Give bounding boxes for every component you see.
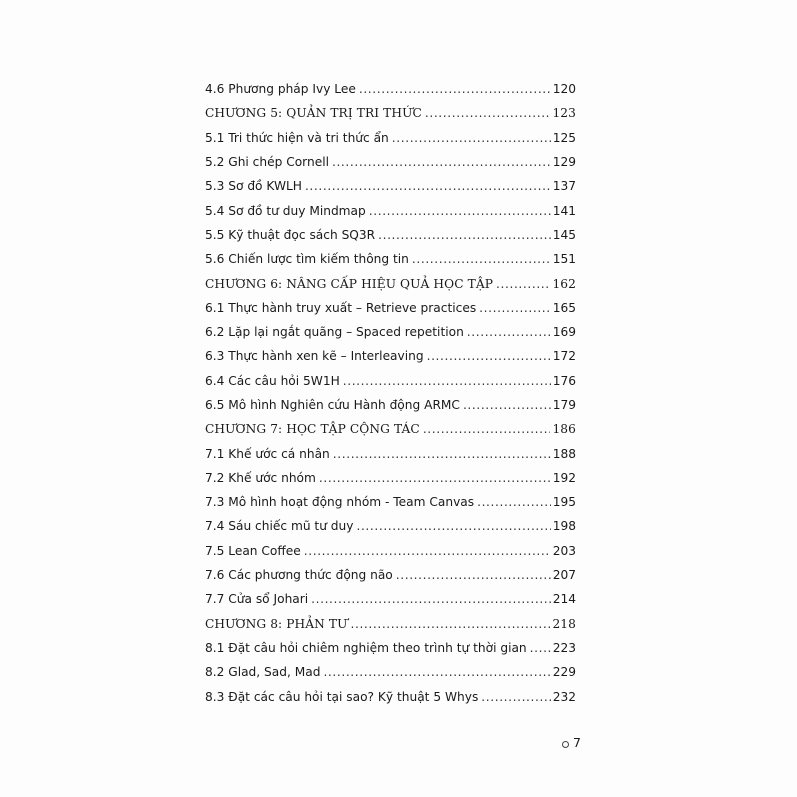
page-footer: [562, 735, 581, 750]
toc-entry-row: [205, 563, 576, 587]
toc-entry-title: 7.2 Khế ước nhóm: [205, 470, 316, 485]
dot-leader: [332, 155, 551, 169]
dot-leader: [304, 544, 551, 558]
toc-entry-title: 7.5 Lean Coffee: [205, 543, 301, 558]
toc-entry-row: [205, 587, 576, 611]
toc-page-number: 169: [552, 325, 576, 340]
dot-leader: [481, 690, 550, 704]
toc-entry-title: 8.1 Đặt câu hỏi chiêm nghiệm theo trình tự thời gian: [205, 640, 527, 655]
toc-entry-row: [205, 77, 576, 101]
toc-entry-title: 7.6 Các phương thức động não: [205, 568, 393, 583]
toc-entry-row: [205, 150, 576, 174]
dot-leader: [530, 641, 551, 655]
dot-leader: [323, 665, 550, 679]
toc-entry-row: [205, 344, 576, 368]
toc-chapter-row: [205, 271, 576, 295]
dot-leader: [412, 252, 551, 266]
toc-entry-row: [205, 539, 576, 563]
toc-entry-title: 6.2 Lặp lại ngắt quãng – Spaced repetition: [205, 325, 464, 340]
toc-entry-row: [205, 490, 576, 514]
ornament-icon: [562, 741, 569, 748]
toc-entry-title: 7.3 Mô hình hoạt động nhóm - Team Canvas: [205, 495, 475, 510]
toc-page-number: 198: [552, 519, 576, 534]
toc-page-number: 186: [552, 422, 576, 437]
toc-entry-title: 5.6 Chiến lược tìm kiếm thông tin: [205, 252, 409, 267]
dot-leader: [423, 422, 551, 436]
toc-page-number: 125: [552, 130, 576, 145]
toc-chapter-row: [205, 101, 576, 125]
toc-page-number: 172: [552, 349, 576, 364]
toc-entry-row: [205, 296, 576, 320]
dot-leader: [396, 568, 551, 582]
toc-entry-title: 8.2 Glad, Sad, Mad: [205, 665, 321, 680]
toc-entry-title: 5.2 Ghi chép Cornell: [205, 155, 329, 170]
dot-leader: [496, 277, 550, 291]
toc-page-number: 151: [552, 252, 576, 267]
dot-leader: [378, 228, 551, 242]
toc-page-number: 129: [552, 155, 576, 170]
toc-entry-title: 5.3 Sơ đồ KWLH: [205, 179, 302, 194]
toc-entry-title: 8.3 Đặt các câu hỏi tại sao? Kỹ thuật 5 Whys: [205, 689, 479, 704]
dot-leader: [427, 349, 551, 363]
toc-page-number: 192: [552, 470, 576, 485]
toc-page-number: 195: [552, 495, 576, 510]
toc-entry-row: [205, 369, 576, 393]
toc-page-number: 223: [552, 640, 576, 655]
page-number: 7: [573, 735, 581, 750]
toc-page-number: 141: [552, 203, 576, 218]
dot-leader: [467, 325, 551, 339]
toc-entry-title: 5.5 Kỹ thuật đọc sách SQ3R: [205, 227, 376, 242]
toc-entry-title: CHƯƠNG 5: QUẢN TRỊ TRI THỨC: [205, 106, 422, 121]
toc-page-number: 120: [552, 82, 576, 97]
toc-page-number: 229: [552, 665, 576, 680]
toc-page-number: 137: [552, 179, 576, 194]
toc-page-number: 232: [552, 689, 576, 704]
toc-entry-row: [205, 393, 576, 417]
toc-entry-row: [205, 247, 576, 271]
dot-leader: [479, 301, 551, 315]
toc-entry-row: [205, 198, 576, 222]
toc-entry-title: 6.3 Thực hành xen kẽ – Interleaving: [205, 349, 424, 364]
toc-entry-row: [205, 466, 576, 490]
toc-chapter-row: [205, 417, 576, 441]
toc-entry-title: 4.6 Phương pháp Ivy Lee: [205, 82, 356, 97]
dot-leader: [359, 82, 551, 96]
dot-leader: [311, 592, 551, 606]
dot-leader: [343, 374, 551, 388]
toc-entry-title: CHƯƠNG 7: HỌC TẬP CỘNG TÁC: [205, 422, 420, 437]
toc-entry-title: 6.1 Thực hành truy xuất – Retrieve practices: [205, 300, 477, 315]
dot-leader: [463, 398, 551, 412]
toc-page-number: 123: [552, 106, 576, 121]
toc-entry-title: 7.4 Sáu chiếc mũ tư duy: [205, 519, 354, 534]
dot-leader: [356, 519, 550, 533]
toc-entry-row: [205, 223, 576, 247]
dot-leader: [305, 179, 551, 193]
toc-page-number: 145: [552, 227, 576, 242]
toc-page-number: 165: [552, 300, 576, 315]
toc-entry-title: 6.4 Các câu hỏi 5W1H: [205, 373, 340, 388]
toc-entry-title: 5.1 Tri thức hiện và tri thức ẩn: [205, 130, 389, 145]
table-of-contents: [205, 77, 576, 709]
toc-entry-title: 7.1 Khế ước cá nhân: [205, 446, 330, 461]
toc-entry-row: [205, 441, 576, 465]
toc-entry-row: [205, 126, 576, 150]
dot-leader: [319, 471, 551, 485]
dot-leader: [477, 495, 551, 509]
toc-page-number: 218: [552, 616, 576, 631]
toc-page-number: 214: [552, 592, 576, 607]
dot-leader: [333, 447, 551, 461]
dot-leader: [369, 204, 551, 218]
dot-leader: [351, 617, 551, 631]
toc-entry-row: [205, 514, 576, 538]
dot-leader: [425, 106, 551, 120]
toc-page-number: 179: [552, 398, 576, 412]
toc-entry-title: 5.4 Sơ đồ tư duy Mindmap: [205, 203, 366, 218]
toc-entry-title: 7.7 Cửa sổ Johari: [205, 592, 309, 607]
toc-page-number: 203: [552, 543, 576, 558]
toc-page-number: 188: [552, 446, 576, 461]
toc-entry-row: [205, 636, 576, 660]
toc-chapter-row: [205, 612, 576, 636]
toc-entry-row: [205, 684, 576, 708]
toc-entry-row: [205, 320, 576, 344]
toc-page-number: 176: [552, 373, 576, 388]
dot-leader: [392, 131, 551, 145]
toc-page-number: 207: [552, 568, 576, 583]
toc-page-number: 162: [552, 276, 576, 291]
toc-entry-row: [205, 174, 576, 198]
toc-entry-title: CHƯƠNG 8: PHẢN TƯ: [205, 616, 348, 631]
toc-entry-title: 6.5 Mô hình Nghiên cứu Hành động ARMC: [205, 398, 460, 412]
toc-entry-row: [205, 660, 576, 684]
toc-entry-title: CHƯƠNG 6: NÂNG CẤP HIỆU QUẢ HỌC TẬP: [205, 276, 494, 291]
